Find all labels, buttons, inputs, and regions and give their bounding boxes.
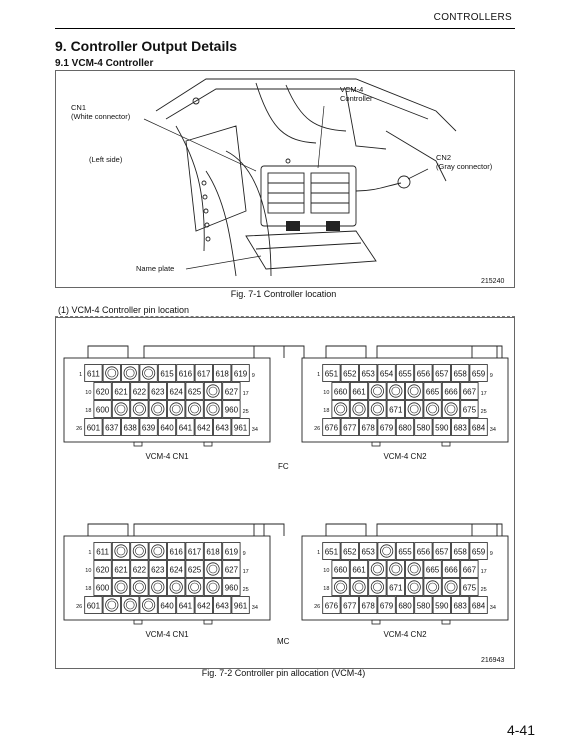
pin-number: 623 xyxy=(151,387,165,397)
pin-allocation-figure xyxy=(55,317,515,669)
cn2-label: CN2 xyxy=(436,153,452,162)
figure2-caption: Fig. 7-2 Controller pin allocation (VCM-4) xyxy=(201,668,366,678)
pin-number: 625 xyxy=(187,387,202,397)
pin-number: 620 xyxy=(95,565,110,575)
pin-number: 623 xyxy=(151,565,165,575)
row-start-number: 18 xyxy=(85,586,92,592)
row-start-number: 18 xyxy=(85,408,92,414)
pin-number: 640 xyxy=(160,601,174,611)
pin-number: 961 xyxy=(233,601,248,611)
figure1-caption: Fig. 7-1 Controller location xyxy=(230,289,337,299)
pin-number: 657 xyxy=(435,369,449,379)
pin-number: 667 xyxy=(462,565,477,575)
pin-number: 655 xyxy=(398,369,412,379)
pin-number: 641 xyxy=(178,601,193,611)
pin-number: 653 xyxy=(361,547,375,557)
row-end-number: 9 xyxy=(251,373,255,379)
pin-number: 676 xyxy=(324,423,339,433)
pin-number: 675 xyxy=(462,583,477,593)
pin-number: 676 xyxy=(324,601,339,611)
pin-number: 642 xyxy=(197,423,211,433)
row-end-number: 25 xyxy=(480,409,487,415)
mc-label: MC xyxy=(277,637,290,646)
connector-tab xyxy=(472,346,502,358)
pin-number: 624 xyxy=(169,565,183,575)
connector-tab xyxy=(88,346,128,358)
row-start-number: 10 xyxy=(323,568,330,574)
row-end-number: 17 xyxy=(480,391,487,397)
connector-name: VCM-4 CN1 xyxy=(145,452,189,461)
connector-tab xyxy=(472,524,502,536)
pin-number: 580 xyxy=(416,601,431,611)
pin-number: 590 xyxy=(435,601,449,611)
row-start-number: 26 xyxy=(314,426,321,432)
row-start-number: 1 xyxy=(317,372,321,378)
row-end-number: 34 xyxy=(489,605,496,611)
cn1-callout xyxy=(71,103,130,121)
pin-number: 600 xyxy=(95,583,110,593)
row-end-number: 25 xyxy=(242,409,249,415)
pin-number: 657 xyxy=(435,547,449,557)
pin-number: 683 xyxy=(453,601,467,611)
connector-name: VCM-4 CN2 xyxy=(383,630,427,639)
pin-number: 680 xyxy=(398,423,412,433)
pin-number: 654 xyxy=(379,369,394,379)
pin-number: 653 xyxy=(361,369,375,379)
connector-tab xyxy=(134,524,264,536)
connector-tab xyxy=(377,524,497,536)
pin-number: 658 xyxy=(453,547,467,557)
controller-location-figure xyxy=(55,70,515,288)
pin-number: 638 xyxy=(123,423,137,433)
left-side-label: (Left side) xyxy=(89,155,123,164)
row-start-number: 26 xyxy=(314,604,321,610)
pin-number: 961 xyxy=(233,423,248,433)
pin-allocation-diagram xyxy=(56,318,516,670)
pin-number: 621 xyxy=(114,387,128,397)
pin-number: 643 xyxy=(215,601,229,611)
fc-label: FC xyxy=(278,462,289,471)
connector-latch xyxy=(442,620,450,624)
pin-number: 652 xyxy=(343,369,357,379)
row-start-number: 26 xyxy=(76,426,83,432)
pin-number: 601 xyxy=(86,423,101,433)
pin-number: 683 xyxy=(453,423,467,433)
pin-number: 651 xyxy=(324,547,339,557)
pin-number: 580 xyxy=(416,423,431,433)
connector-tab xyxy=(254,524,284,536)
pin-number: 616 xyxy=(169,547,183,557)
pin-number: 666 xyxy=(444,565,458,575)
pin-number: 677 xyxy=(343,423,357,433)
vcm-label: VCM-4 xyxy=(340,85,364,94)
cn2-sublabel: (Gray connector) xyxy=(436,162,493,171)
pin-number: 684 xyxy=(471,423,486,433)
pin-number: 590 xyxy=(435,423,449,433)
pin-number: 652 xyxy=(343,547,357,557)
pin-number: 667 xyxy=(462,387,477,397)
pin-number: 679 xyxy=(379,423,394,433)
pin-number: 616 xyxy=(178,369,193,379)
row-end-number: 25 xyxy=(480,587,487,593)
connector-tab xyxy=(144,346,304,358)
cn2-callout xyxy=(436,153,492,171)
pin-number: 619 xyxy=(233,369,248,379)
pin-number: 619 xyxy=(224,547,239,557)
row-end-number: 25 xyxy=(242,587,249,593)
pin-number: 678 xyxy=(361,423,375,433)
pin-number: 960 xyxy=(224,583,239,593)
running-header: CONTROLLERS xyxy=(433,12,512,23)
pin-number: 627 xyxy=(224,387,239,397)
header-rule xyxy=(55,28,515,29)
cn1-label: CN1 xyxy=(71,103,87,112)
pin-number: 624 xyxy=(169,387,183,397)
pin-number: 671 xyxy=(389,583,403,593)
connector-latch xyxy=(134,620,142,624)
row-end-number: 34 xyxy=(489,427,496,433)
row-start-number: 18 xyxy=(323,408,330,414)
pin-number: 627 xyxy=(224,565,239,575)
pin-number: 665 xyxy=(425,387,440,397)
pin-number: 661 xyxy=(352,565,366,575)
pin-number: 615 xyxy=(160,369,174,379)
pin-number: 659 xyxy=(471,369,486,379)
pin-number: 660 xyxy=(333,565,348,575)
pin-number: 671 xyxy=(389,405,403,415)
row-start-number: 1 xyxy=(79,372,83,378)
connector-tab xyxy=(377,346,497,358)
pin-number: 642 xyxy=(197,601,211,611)
pin-number: 620 xyxy=(95,387,110,397)
vcm-sublabel: Controller xyxy=(340,94,373,103)
row-start-number: 26 xyxy=(76,604,83,610)
pin-number: 611 xyxy=(87,369,100,379)
row-end-number: 17 xyxy=(242,569,249,575)
pin-number: 960 xyxy=(224,405,239,415)
pin-location-heading: (1) VCM-4 Controller pin location xyxy=(58,305,190,315)
pin-number: 660 xyxy=(333,387,348,397)
page-number: 4-41 xyxy=(506,722,535,738)
row-start-number: 10 xyxy=(323,390,330,396)
row-start-number: 10 xyxy=(85,568,92,574)
connector-latch xyxy=(204,620,212,624)
connector-name: VCM-4 CN2 xyxy=(383,452,427,461)
row-end-number: 9 xyxy=(489,551,493,557)
pin-number: 677 xyxy=(343,601,357,611)
vcm-callout xyxy=(340,85,373,103)
row-end-number: 17 xyxy=(242,391,249,397)
figure1-code: 215240 xyxy=(481,278,505,285)
pin-number: 618 xyxy=(215,369,229,379)
pin-number: 617 xyxy=(187,547,202,557)
row-end-number: 34 xyxy=(251,605,258,611)
pin-number: 665 xyxy=(425,565,440,575)
connector-latch xyxy=(134,442,142,446)
subsection-title: 9.1 VCM-4 Controller xyxy=(55,58,154,69)
connector-latch xyxy=(442,442,450,446)
connector-tab xyxy=(88,524,128,536)
row-end-number: 9 xyxy=(242,551,246,557)
pin-number: 680 xyxy=(398,601,412,611)
name-plate-label: Name plate xyxy=(136,264,175,273)
row-start-number: 1 xyxy=(317,550,321,556)
pin-number: 658 xyxy=(453,369,467,379)
pin-number: 659 xyxy=(471,547,486,557)
section-title: 9. Controller Output Details xyxy=(55,38,238,54)
pin-number: 661 xyxy=(352,387,366,397)
row-start-number: 1 xyxy=(88,550,92,556)
connector-tab xyxy=(254,346,284,358)
pin-number: 601 xyxy=(86,601,101,611)
row-end-number: 17 xyxy=(480,569,487,575)
connector-latch xyxy=(204,442,212,446)
pin-number: 655 xyxy=(398,547,412,557)
pin-number: 622 xyxy=(132,387,147,397)
connector-name: VCM-4 CN1 xyxy=(145,630,189,639)
pin-number: 621 xyxy=(114,565,128,575)
connector-latch xyxy=(372,620,380,624)
pin-number: 618 xyxy=(206,547,220,557)
row-start-number: 18 xyxy=(323,586,330,592)
pin-number: 678 xyxy=(361,601,375,611)
connector-latch xyxy=(372,442,380,446)
row-end-number: 34 xyxy=(251,427,258,433)
pin-number: 675 xyxy=(462,405,477,415)
pin-number: 643 xyxy=(215,423,229,433)
pin-number: 679 xyxy=(379,601,394,611)
pin-number: 641 xyxy=(178,423,193,433)
pin-number: 651 xyxy=(324,369,339,379)
pin-number: 622 xyxy=(132,565,147,575)
connector-tab xyxy=(326,524,366,536)
connector-tab xyxy=(326,346,366,358)
pin-number: 611 xyxy=(96,547,109,557)
cn1-sublabel: (White connector) xyxy=(71,112,131,121)
pin-number: 637 xyxy=(105,423,119,433)
pin-number: 684 xyxy=(471,601,486,611)
pin-number: 656 xyxy=(416,369,431,379)
row-start-number: 10 xyxy=(85,390,92,396)
pin-number: 656 xyxy=(416,547,431,557)
pin-number: 666 xyxy=(444,387,458,397)
pin-number: 617 xyxy=(197,369,211,379)
pin-number: 639 xyxy=(141,423,156,433)
row-end-number: 9 xyxy=(489,373,493,379)
figure2-code: 216943 xyxy=(481,657,505,664)
pin-number: 600 xyxy=(95,405,110,415)
pin-number: 625 xyxy=(187,565,202,575)
pin-number: 640 xyxy=(160,423,174,433)
